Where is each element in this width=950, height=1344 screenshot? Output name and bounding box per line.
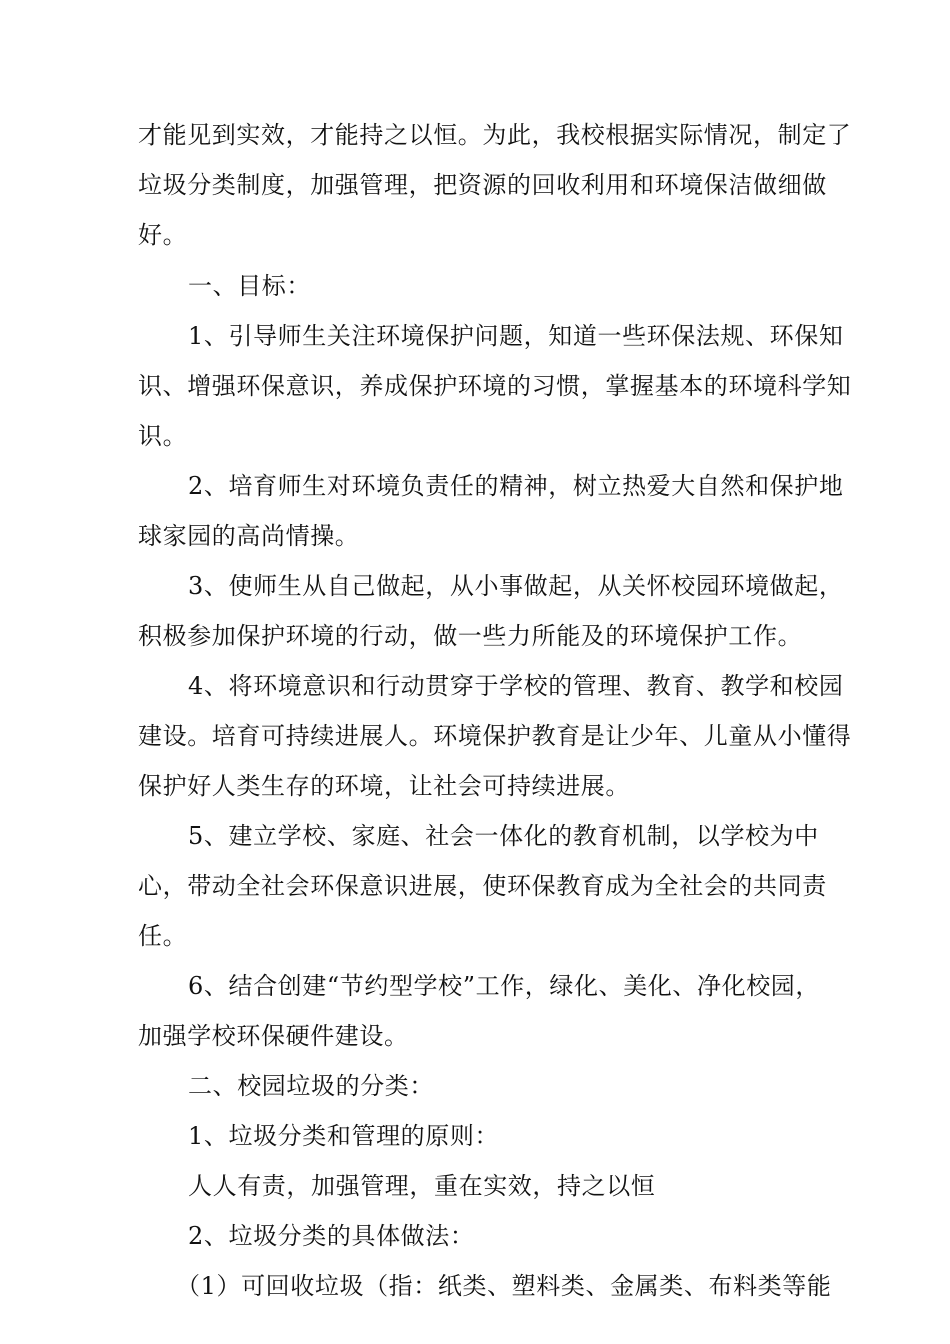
text-line: 积极参加保护环境的行动，做一些力所能及的环境保护工作。 [138, 622, 803, 650]
goal-item-2 [138, 461, 844, 561]
text-line: 二、校园垃圾的分类： [188, 1072, 434, 1100]
heading-goals [138, 261, 828, 311]
goal-item-5 [138, 811, 828, 961]
text-line: 6、结合创建“节约型学校”工作，绿化、美化、净化校园， [188, 972, 821, 1000]
text-line: （1）可回收垃圾（指：纸类、塑料类、金属类、布料类等能 [176, 1272, 832, 1300]
text-line: 1、垃圾分类和管理的原则： [188, 1122, 500, 1150]
text-line: 一、目标： [188, 272, 311, 300]
text-line: 任。 [138, 922, 188, 950]
text-line: 好。 [138, 221, 188, 249]
text-line: 识。 [138, 422, 188, 450]
text-line: 加强学校环保硬件建设。 [138, 1022, 409, 1050]
text-line: 球家园的高尚情操。 [138, 522, 360, 550]
method-item-1 [176, 1261, 836, 1311]
goal-item-4 [138, 661, 852, 811]
subheading-principles [138, 1111, 828, 1161]
text-line: 2、垃圾分类的具体做法： [188, 1222, 475, 1250]
text-line: 人人有责，加强管理，重在实效，持之以恒 [188, 1172, 656, 1200]
subheading-methods [138, 1211, 828, 1261]
paragraph-intro-continuation [138, 110, 852, 260]
principles-text [138, 1161, 828, 1211]
text-line: 垃圾分类制度，加强管理，把资源的回收利用和环境保洁做细做 [138, 171, 827, 199]
text-line: 3、使师生从自己做起，从小事做起，从关怀校园环境做起， [188, 572, 844, 600]
goal-item-1 [138, 311, 852, 461]
text-line: 2、培育师生对环境负责任的精神，树立热爱大自然和保护地 [188, 472, 844, 500]
text-line: 心，带动全社会环保意识进展，使环保教育成为全社会的共同责 [138, 872, 827, 900]
heading-waste-classification [138, 1061, 828, 1111]
goal-item-6 [138, 961, 828, 1061]
text-line: 4、将环境意识和行动贯穿于学校的管理、教育、教学和校园 [188, 672, 844, 700]
goal-item-3 [138, 561, 844, 661]
text-line: 1、引导师生关注环境保护问题，知道一些环保法规、环保知 [188, 322, 844, 350]
text-line: 建设。培育可持续进展人。环境保护教育是让少年、儿童从小懂得 [138, 722, 852, 750]
text-line: 识、增强环保意识，养成保护环境的习惯，掌握基本的环境科学知 [138, 372, 852, 400]
text-line: 保护好人类生存的环境，让社会可持续进展。 [138, 772, 630, 800]
text-line: 5、建立学校、家庭、社会一体化的教育机制，以学校为中 [188, 822, 819, 850]
text-line: 才能见到实效，才能持之以恒。为此，我校根据实际情况，制定了 [138, 121, 852, 149]
